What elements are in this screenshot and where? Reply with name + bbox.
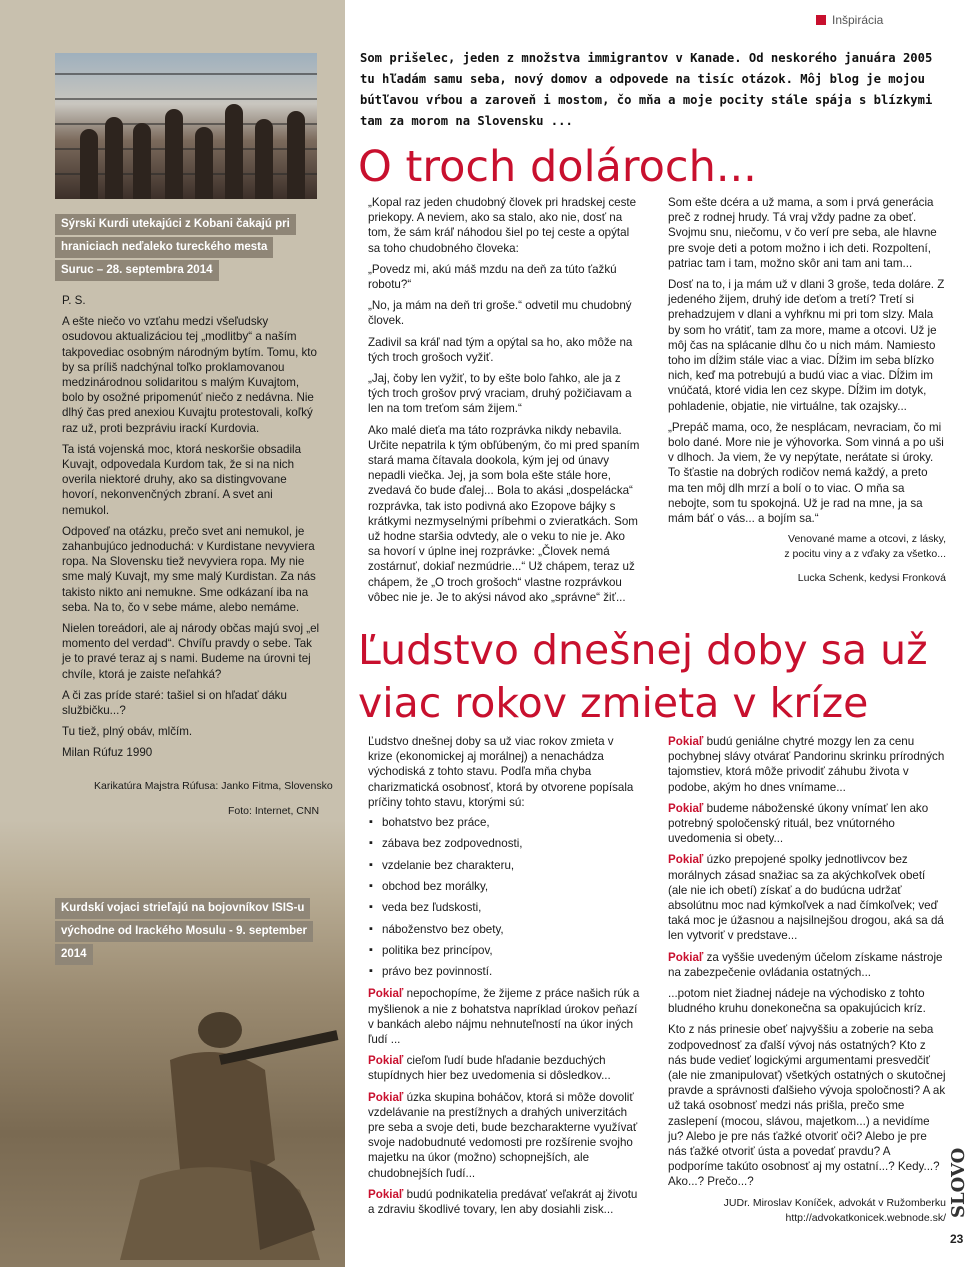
pokial-word: Pokiaľ — [368, 987, 404, 1001]
caption-line: Sýrski Kurdi utekajúci z Kobani čakajú pri — [55, 214, 296, 235]
pokial-paragraph — [668, 801, 946, 847]
title-line: Ľudstvo dnešnej doby sa už — [358, 626, 928, 674]
caption-line: východne od Irackého Mosulu - 9. september — [55, 921, 313, 942]
causes-list — [368, 812, 640, 982]
pokial-paragraph — [668, 950, 946, 980]
caption-line: Suruc – 28. septembra 2014 — [55, 260, 219, 281]
article2-author: JUDr. Miroslav Koníček, advokát v Ružomberku — [723, 1196, 946, 1209]
photo2-caption — [55, 898, 317, 967]
caption-line: 2014 — [55, 944, 93, 965]
pokial-paragraph — [368, 986, 640, 1047]
dedication-line: Venované mame a otcovi, z lásky, — [788, 533, 946, 546]
pokial-word: Pokiaľ — [668, 801, 704, 815]
list-item: ▪ právo bez povinností. — [382, 961, 640, 982]
photo1-caption — [55, 214, 317, 283]
paragraph-text: budú geniálne chytré mozgy len za cenu pochybnej slávy otvárať Pandorinu skrinku prírodných tajomstiev, ktorá môže privodiť záhubu života v podobe, akým ho dnes vnímame... — [668, 735, 945, 794]
pokial-word: Pokiaľ — [368, 1090, 404, 1104]
list-item: ▪ bohatstvo bez práce, — [382, 812, 640, 833]
paragraph-text: budú podnikatelia predávať veľakrát aj životu a zdraviu škodlivé tovary, len aby dosiahli zisk... — [368, 1187, 638, 1217]
list-item: ▪ náboženstvo bez obety, — [382, 919, 640, 940]
article-paragraph: „Prepáč mama, oco, že nesplácam, nevraciam, čo mi bolo dané. More nie je výhovorka. Som vinná a po uši v dlhoch. Ja viem, že vy nepýtate, nerátate si úroky. To šťastie na dobrých rodičov nemá každý, a preto ma ten môj dlh mrzí a bolí o to viac. O mňa sa nebojte, som tu spokojná. Už je rad na mne, ja sa mám báť o vás... a bojím sa.“ — [668, 420, 944, 526]
article-lead: Ľudstvo dnešnej doby sa už viac rokov zmieta v krize (ekonomickej aj morálnej) a nenachádza východiská z tohto stavu. Podľa mňa chyba charizmatická osobnosť, ktorá by otvorene popísala príčiny tohto stavu, ktorými sú: — [368, 735, 634, 809]
cartoon-credit: Karikatúra Majstra Rúfusa: Janko Fitma, Slovensko — [94, 780, 333, 792]
paragraph-text: za vyššie uvedeným účelom získame nástroje na zabezpečenie ovládania ostatných... — [668, 950, 943, 979]
paragraph-text: úzka skupina boháčov, ktorá si môže dovoliť vzdelávanie na prestížnych a drahých univerzitách pre seba a svoje deti, bude bezcharakterne využívať svoje nadobudnuté vedomosti pre rozšírenie svojho majetku na úkor (možno) schopnejších, ale chudobnejších ľudí... — [368, 1090, 638, 1180]
section-label: Inšpirácia — [832, 13, 884, 27]
slovo-logo — [946, 1140, 970, 1220]
caption-line: Kurdskí vojaci strieľajú na bojovníkov ISIS-u — [55, 898, 310, 919]
article-paragraph: „Kopal raz jeden chudobný človek pri hradskej ceste priekopy. A neviem, ako sa stalo, ako nie, dosť na tom, že sám kráľ náhodou šiel po tej ceste a opýtal sa toho chudobného človeka: — [368, 196, 637, 255]
article-paragraph: Ako malé dieťa ma táto rozprávka nikdy nebavila. Určite nepatrila k tým obľúbeným, čo mi pred spaním stará mama čítavala dookola, kým jej od únavy nepadli viečka. Jej, ja som bola ešte stále hore, zvedavá čo bude ďalej... Bola to akási „dospelácka“ rozprávka, tak isto podivná ako Ezopove bájky s krátkymi nezmyselnými príbehmi o zvieratkách. Som už hodne staršia odvtedy, ale o veku to nie je. Ako sa hovorí v úplne inej rozprávke: „Človek nemá zostárnuť, dokiaľ nezmúdrie...“ Už chápem, teraz už chápem, že „O troch grošoch“ vlastne rozprávkou vôbec nie je. Je to akýsi návod ako „správne“ žiť... — [368, 423, 640, 604]
paragraph-text: cieľom ľudí bude hľadanie bezduchých stupídnych hier bez uvedomenia si dôsledkov... — [368, 1054, 611, 1083]
logo-text: SLOVO — [948, 1147, 969, 1218]
list-item: ▪ vzdelanie bez charakteru, — [382, 855, 640, 876]
pokial-word: Pokiaľ — [368, 1054, 404, 1068]
ps-paragraph: A ešte niečo vo vzťahu medzi všeľudsky osudovou aktualizáciou tej „modlitby“ a naším takpovediac osobným národným bytím. Tomu, kto by sa príliš nadchýnal toľko proklamovanou medzinárodnou solidaritou s malým Kuvajtom, bolo by osožné pripomenúť niečo z nedávna. Nie dlhý čas pred anexiou Kuvajtu protestovali, koľký raz už, proti bezpráviu irackí Kurdovia. — [62, 315, 317, 435]
article2-title — [358, 624, 958, 730]
section-square-icon — [816, 15, 826, 25]
article1-title: O troch dolároch... — [358, 142, 757, 192]
pokial-word: Pokiaľ — [668, 950, 704, 964]
ps-paragraph: Odpoveď na otázku, prečo svet ani nemukol, je zahanbujúco jednoduchá: v Kurdistane nevyviera ropa. Na Slovensku tiež nevyviera ropa. My nie sme malý Kuvajt, my sme malý Kurdistan. Za nás takisto nikto ani nemukne. Sme odkázaní iba na seba. Na to, čo v sebe máme, alebo nemáme. — [62, 524, 316, 614]
pokial-paragraph — [668, 852, 946, 943]
pokial-paragraph — [668, 734, 946, 795]
article-paragraph: ...potom niet žiadnej nádeje na východisko z tohto bludného kruhu donekonečna sa opakujúcich kríz. — [668, 987, 926, 1016]
pokial-paragraph — [368, 1090, 640, 1181]
caption-line: hraniciach neďaleko tureckého mesta — [55, 237, 273, 258]
article-paragraph: „No, ja mám na deň tri groše.“ odvetil mu chudobný človek. — [368, 299, 632, 328]
article-paragraph: „Povedz mi, akú máš mzdu na deň za túto ťažkú robotu?“ — [368, 262, 617, 292]
article-paragraph: Zadivil sa kráľ nad tým a opýtal sa ho, ako môže na tých troch grošoch vyžiť. — [368, 335, 633, 364]
intro-text: Som prišelec, jeden z množstva immigrantov v Kanade. Od neskorého januára 2005 tu hľadám samu seba, nový domov a odpovede na tisíc otázok. Môj blog je mojou bútľavou vŕbou a zaroveň i mostom, čo mňa a moje pocity stále spája s blízkymi tam za morom na Slovensku ... — [360, 51, 933, 128]
ps-paragraph: Tu tiež, plný obáv, mlčím. — [62, 725, 193, 739]
pokial-word: Pokiaľ — [668, 735, 704, 748]
ps-text — [62, 293, 320, 767]
ps-paragraph: A či zas príde staré: tašiel si on hľadať dáku službičku...? — [62, 688, 287, 718]
list-item: ▪ politika bez princípov, — [382, 940, 640, 961]
article2-column2 — [668, 734, 946, 1226]
page-number: 23 — [950, 1232, 964, 1246]
ps-signature: Milan Rúfuz 1990 — [62, 746, 153, 760]
article-paragraph: Kto z nás prinesie obeť najvyššiu a zoberie na seba zodpovednosť za ďalší vývoj nás ostatných? Kto z nás bude vedieť logickými argumentami presvedčiť (ale nie zmanipulovať) všetkých ostatných o skutočnej pravde a správnosti ďalšieho vývoja spoločnosti? A ak už taká osobnosť medzi nás prišla, prečo sme zaslepení (mocou, slávou, majetkom...) a nevidíme ju? Alebo je pre nás ťažké otvoriť oči? Alebo je pre nás ťažké otvoriť ústa a povedať pravdu? A podporíme takúto osobnosť aj my ostatní...? Kedy...? Ako...? Prečo...? — [668, 1023, 946, 1189]
pokial-word: Pokiaľ — [368, 1187, 404, 1201]
pokial-paragraph — [368, 1053, 640, 1083]
article-paragraph: „Jaj, čoby len vyžiť, to by ešte bolo ľahko, ale ja z tých troch grošov prvý vraciam, druhý požičiavam a len na tom treťom sám žijem.“ — [368, 372, 632, 416]
article1-column1 — [368, 195, 640, 611]
soldier-photo — [100, 1000, 345, 1260]
pokial-paragraph — [368, 1187, 640, 1217]
sidebar — [0, 0, 345, 1267]
article1-column2 — [668, 195, 946, 586]
paragraph-text: nepochopíme, že žijeme z práce našich rúk a myšlienok a nie z bohatstva napríklad úrokov peňazí v bankách alebo nájmu nehnuteľností na úkor iných ľudí ... — [368, 987, 640, 1046]
dedication — [668, 532, 946, 586]
ps-paragraph: Nielen toreádori, ale aj národy občas majú svoj „el momento del verdad“. Chvíľu pravdy o sebe. Tak je to pravé teraz aj s nami. Budeme na úrovni tej chvíle, ktorá je zaiste neľahká? — [62, 622, 320, 681]
paragraph-text: budeme náboženské úkony vnímať len ako potrebný spoločenský rituál, bez vnútorného uvedomenia si obety... — [668, 801, 929, 846]
title-line: viac rokov zmieta v kríze — [358, 679, 869, 727]
photo-credit: Foto: Internet, CNN — [228, 805, 320, 817]
refugees-photo — [55, 53, 317, 199]
dedication-line: z pocitu viny a z vďaky za všetko... — [784, 548, 946, 561]
article-paragraph: Dosť na to, i ja mám už v dlani 3 groše, teda doláre. Z jedeného žijem, druhý ide deťom a tretí? Tretí si prehadzujem v dlani a vyhŕknu mi pri tom slzy. Mala by som ho vrátiť, tam za more, mame a otcovi. Už je môj čas na splácanie dlhu čo u nich mám. Namiesto toho im dĺžim stále viac a viac. Dĺžim im seba blízko nich, keď ma potrebujú a budú viac a viac. Dĺžim im vnúčatá, ktoré vidia len cez skype. Dĺžim im dotyk, pohladenie, objatie, nie virtuálne, tak ozajsky... — [668, 278, 945, 413]
paragraph-text: úzko prepojené spolky jednotlivcov bez morálnych zásad snažiac sa za akýchkoľvek obetí (ale nie ich obetí) získať a do budúcna udržať absolútnu moc nad kýmkoľvek a nad čímkoľvek; veď taká moc je úžasnou a najsilnejšou drogou, aká sa dá len vytvoriť v predstave... — [668, 853, 944, 943]
ps-paragraph: Ta istá vojenská moc, ktorá neskoršie obsadila Kuvajt, odpovedala Kurdom tak, že si na nich overila niektoré druhy, ako sa distingvovane hovorí, nekonvenčných zbraní. A svet ani nemukol. — [62, 442, 302, 517]
list-item: ▪ obchod bez morálky, — [382, 876, 640, 897]
section-tag — [816, 13, 883, 27]
author-url[interactable]: http://advokatkonicek.webnode.sk/ — [785, 1211, 946, 1224]
article2-column1 — [368, 734, 640, 1223]
list-item: ▪ veda bez ľudskosti, — [382, 897, 640, 918]
article2-signature — [668, 1196, 946, 1226]
article1-author: Lucka Schenk, kedysi Fronková — [797, 571, 946, 584]
list-item: ▪ zábava bez zodpovednosti, — [382, 833, 640, 854]
pokial-word: Pokiaľ — [668, 853, 704, 867]
article-paragraph: Som ešte dcéra a už mama, a som i prvá generácia preč z rodnej hrudy. Tá vraj vždy padne za obeť. Svojmu snu, niečomu, v čo verí pre seba, ale hlavne pre svoje deti a potom možno i ich deti. Rozpoltení, patriac tam i tam, možno skôr ani tam ani tam... — [668, 196, 937, 270]
ps-heading: P. S. — [62, 294, 86, 307]
